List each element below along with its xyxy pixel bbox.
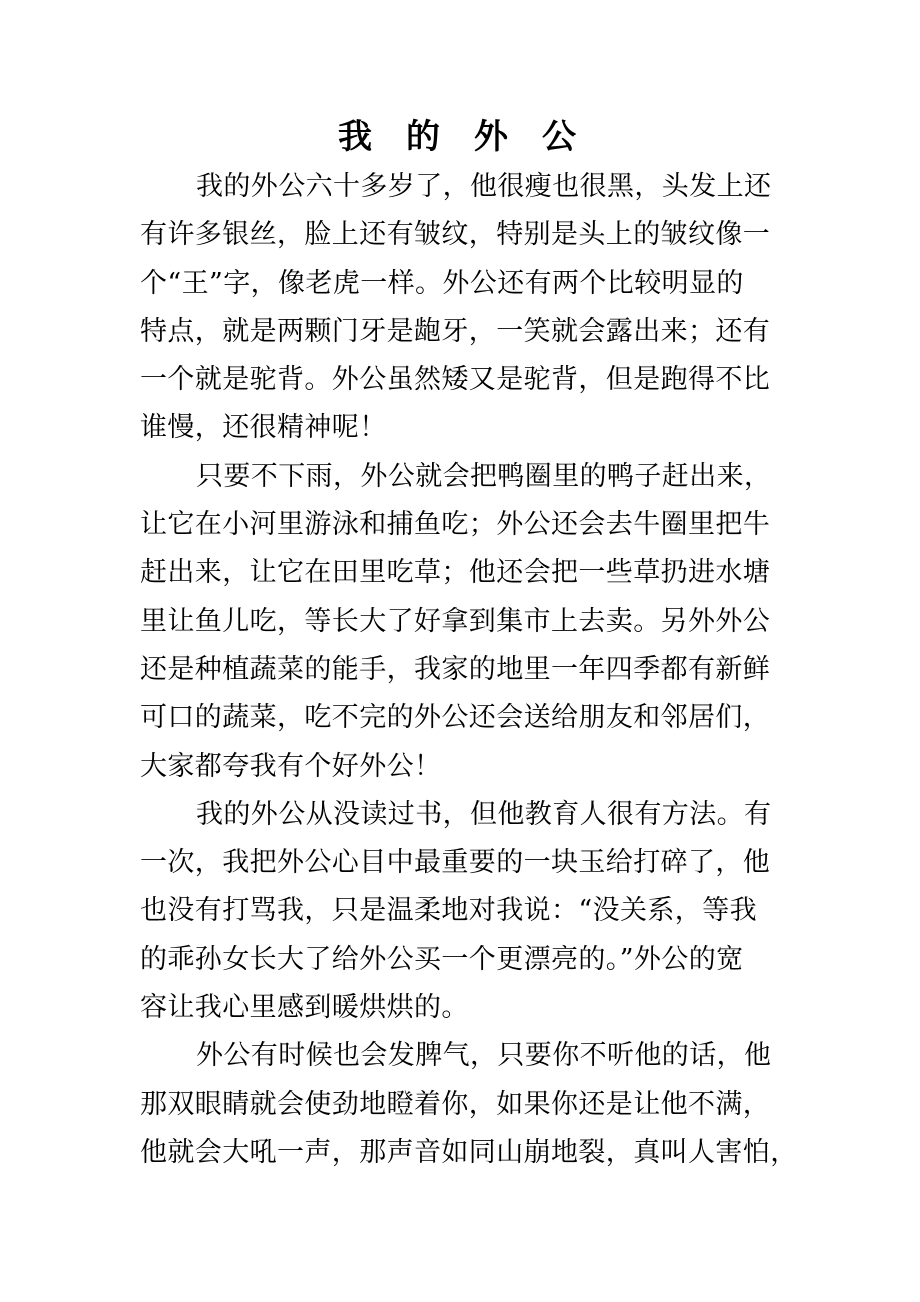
text-line: 他就会大吼一声，那声音如同山崩地裂，真叫人害怕，: [140, 1136, 798, 1168]
paragraph-4: [140, 1032, 798, 1177]
paragraph-1: [140, 163, 795, 453]
text-line: 里让鱼儿吃，等长大了好拿到集市上去卖。另外外公: [140, 605, 771, 637]
text-line: 容让我心里感到暖烘烘的。: [140, 992, 469, 1024]
text-line: 大家都夸我有个好外公！: [140, 750, 442, 782]
text-line: 那双眼睛就会使劲地瞪着你，如果你还是让他不满，: [140, 1088, 771, 1120]
text-line: 个“王”字，像老虎一样。外公还有两个比较明显的: [140, 267, 744, 299]
text-line: 一个就是驼背。外公虽然矮又是驼背，但是跑得不比: [140, 364, 771, 396]
text-line: 我的外公从没读过书，但他教育人很有方法。有: [196, 798, 772, 830]
text-line: 只要不下雨，外公就会把鸭圈里的鸭子赶出来，: [196, 460, 772, 492]
text-line: 可口的蔬菜，吃不完的外公还会送给朋友和邻居们，: [140, 702, 771, 734]
text-line: 一次，我把外公心目中最重要的一块玉给打碎了，他: [140, 847, 771, 879]
paragraph-2: [140, 453, 795, 791]
text-line: 有许多银丝，脸上还有皱纹，特别是头上的皱纹像一: [140, 219, 771, 251]
text-line: 外公有时候也会发脾气，只要你不听他的话，他: [196, 1040, 772, 1072]
text-line: 赶出来，让它在田里吃草；他还会把一些草扔进水塘: [140, 557, 771, 589]
page-title: 我的外公: [338, 117, 610, 157]
text-line: 让它在小河里游泳和捕鱼吃；外公还会去牛圈里把牛: [140, 509, 771, 541]
essay-body: [140, 163, 798, 1177]
paragraph-3: [140, 791, 795, 1032]
text-line: 谁慢，还很精神呢！: [140, 412, 387, 444]
text-line: 还是种植蔬菜的能手，我家的地里一年四季都有新鲜: [140, 653, 771, 685]
text-line: 的乖孙女长大了给外公买一个更漂亮的。”外公的宽: [140, 943, 744, 975]
text-line: 也没有打骂我，只是温柔地对我说：“没关系，等我: [140, 895, 758, 927]
text-line: 特点，就是两颗门牙是龅牙，一笑就会露出来；还有: [140, 315, 771, 347]
text-line: 我的外公六十多岁了，他很瘦也很黑，头发上还: [196, 171, 772, 202]
